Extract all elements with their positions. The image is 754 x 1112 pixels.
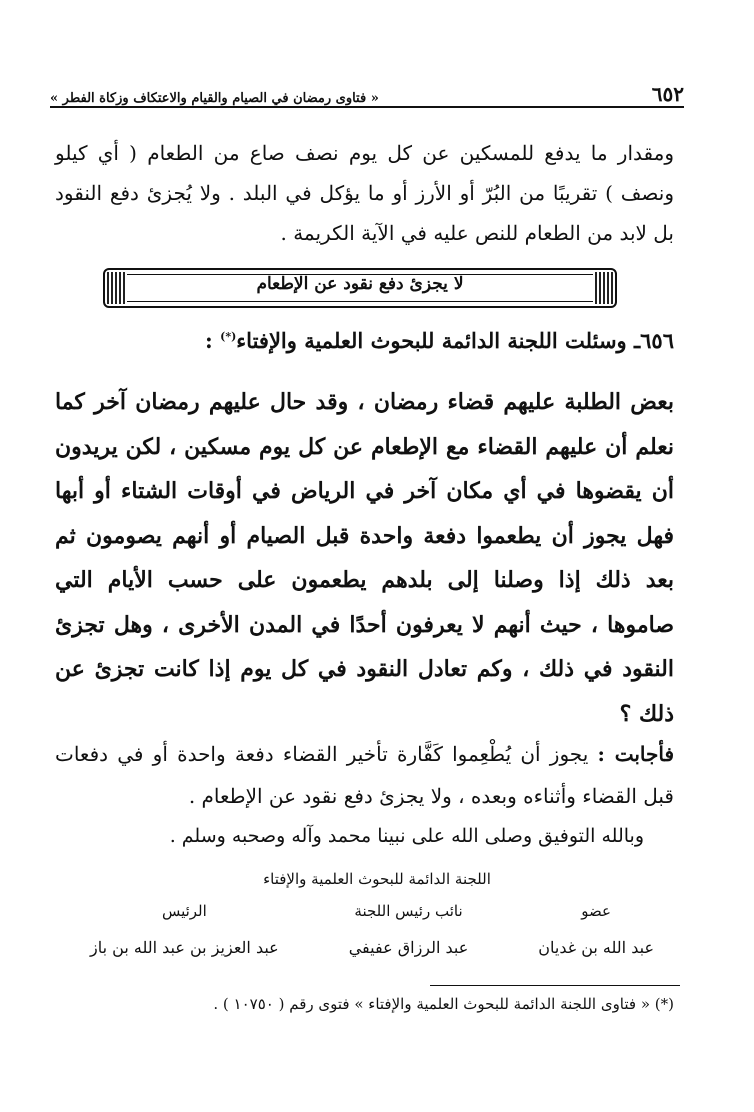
footnote: (*) « فتاوى اللجنة الدائمة للبحوث العلمية والإفتاء » فتوى رقم ( ١٠٧٥٠ ) .: [213, 995, 674, 1013]
banner-inner-rule-bottom: [127, 301, 593, 302]
footnote-rule: [430, 985, 680, 986]
answer-label: فأجابت :: [597, 742, 675, 766]
question-body: بعض الطلبة عليهم قضاء رمضان ، وقد حال عليهم رمضان آخر كما نعلم أن عليهم القضاء مع الإطعام عن كل يوم مسكين ، لكن يريدون أن يقضوها في أي مكان آخر في الرياض في أوقات الشتاء أو أبها فهل يجوز أن يطعموا دفعة واحدة قبل الصيام أو أنهم يصومون ثم بعد ذلك إذا وصلنا إلى بلدهم يطعمون على حسب الأيام التي صاموها ، حيث أنهم لا يعرفون أحدًا في المدن الأخرى ، وهل تجزئ النقود في ذلك ، وكم تعادل النقود في كل يوم إذا كانت تجزئ عن ذلك ؟: [55, 389, 674, 727]
signatory-chair: [90, 902, 279, 972]
signatory-name: عبد الرزاق عفيفي: [348, 938, 469, 957]
page-number: ٦٥٢: [651, 82, 684, 106]
signatory-name: عبد الله بن غديان: [538, 938, 654, 957]
closing-line: وبالله التوفيق وصلى الله على نبينا محمد وآله وصحبه وسلم .: [169, 825, 644, 847]
signatory-vice-chair: [349, 902, 469, 972]
answer-paragraph: [55, 733, 674, 817]
footnote-marker: (*): [220, 330, 237, 343]
signatory-member: [538, 902, 654, 972]
signatory-name: عبد العزيز بن عبد الله بن باز: [90, 938, 279, 957]
question-heading-colon: :: [205, 328, 213, 353]
signatory-role: الرئيس: [161, 902, 207, 920]
intro-paragraph: ومقدار ما يدفع للمسكين عن كل يوم نصف صاع من الطعام ( أي كيلو ونصف ) تقريبًا من البُرّ أو الأرز أو ما يؤكل في البلد . ولا يُجزئ دفع النقود بل لابد من الطعام للنص عليه في الآية الكريمة .: [55, 141, 674, 245]
signatory-role: عضو: [581, 902, 611, 920]
answer-text: يجوز أن يُطْعِموا كَفَّارة تأخير القضاء دفعة واحدة أو في دفعات قبل القضاء وأثناءه وبعده ، ولا يجزئ دفع نقود عن الإطعام .: [55, 742, 674, 808]
signatories: [90, 902, 654, 972]
section-banner-title: لا يجزئ دفع نقود عن الإطعام: [256, 274, 464, 294]
running-title: « فتاوى رمضان في الصيام والقيام والاعتكاف وزكاة الفطر »: [50, 91, 379, 106]
header-rule: [50, 106, 684, 108]
signatory-role: نائب رئيس اللجنة: [354, 902, 463, 920]
committee-title: اللجنة الدائمة للبحوث العلمية والإفتاء: [263, 870, 491, 888]
page-header: [50, 72, 684, 106]
question-heading-text: ٦٥٦ـ وسئلت اللجنة الدائمة للبحوث العلمية والإفتاء: [236, 328, 674, 353]
question-heading: [150, 328, 674, 353]
section-banner: [103, 268, 617, 308]
